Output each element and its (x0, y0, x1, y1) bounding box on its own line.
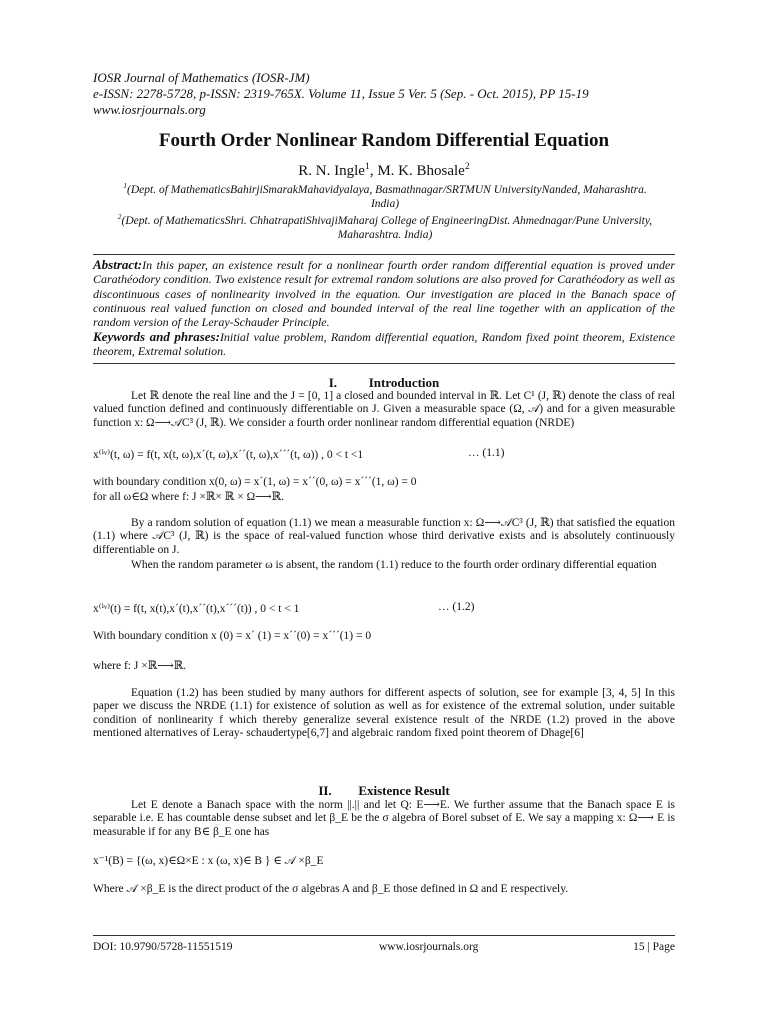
affiliation-2-text: (Dept. of MathematicsShri. ChhatrapatiShivajiMaharaj College of EngineeringDist. Ahmednagar/Pune University, Maharashtra. India) (121, 215, 653, 241)
abstract-top-rule (93, 254, 675, 255)
journal-site: www.iosrjournals.org (93, 102, 206, 117)
boundary-condition-1: with boundary condition x(0, ω) = x´(1, ω) = x´´(0, ω) = x´´´(1, ω) = 0 (93, 476, 417, 488)
measurability-equation: x⁻¹(B) = {(ω, x)∈Ω×E : x (ω, x)∈ B } ∈ 𝒜 ×β_E (93, 855, 324, 867)
journal-header (93, 70, 693, 118)
footer-site: www.iosrjournals.org (379, 941, 479, 953)
boundary-condition-2: With boundary condition x (0) = x´ (1) = x´´(0) = x´´´(1) = 0 (93, 630, 372, 642)
affiliation-1 (110, 183, 660, 211)
author-separator: , (369, 163, 378, 179)
abstract-label: Abstract: (93, 257, 143, 272)
equation-1-2-body: x⁽ⁱᵛ⁾(t) = f(t, x(t),x´(t),x´´(t),x´´´(t)) , 0 < t < 1 (93, 603, 300, 615)
section-1-title: Introduction (368, 375, 440, 390)
keywords-label: Keywords and phrases: (93, 329, 220, 344)
author-2: M. K. Bhosale (377, 163, 465, 179)
affiliation-1-sup: 1 (123, 181, 128, 191)
equation-1-2 (93, 601, 475, 615)
journal-name: IOSR Journal of Mathematics (IOSR-JM) (93, 70, 310, 85)
domain-statement-2: where f: J ×ℝ⟶ℝ. (93, 660, 187, 672)
equation-1-2-tag: … (1.2) (438, 601, 475, 613)
journal-issn: e-ISSN: 2278-5728, p-ISSN: 2319-765X. Volume 11, Issue 5 Ver. 5 (Sep. - Oct. 2015), PP 15-19 (93, 86, 589, 101)
affiliation-2-sup: 2 (117, 212, 122, 222)
equation-1-1-body: x⁽ⁱᵛ⁾(t, ω) = f(t, x(t, ω),x´(t, ω),x´´(t, ω),x´´´(t, ω)) , 0 < t <1 (93, 449, 364, 461)
existence-paragraph-1: Let E denote a Banach space with the norm ||.|| and let Q: E⟶E. We further assume that the Banach space E is separable i.e. E has countable dense subset and let β_E be the σ algebra of Borel subset of E. We say a mapping x: Ω⟶ E is measurable if for any B∈ β_E one has (93, 799, 675, 838)
abstract (93, 258, 675, 329)
section-heading-introduction (0, 375, 768, 391)
author-list (0, 163, 768, 180)
intro-paragraph-4: Equation (1.2) has been studied by many authors for different aspects of solution, see for example [3, 4, 5] In this paper we discuss the NRDE (1.1) for existence of solution as well as for existence of the extremal solution, under suitable condition of nonlinearity f which thereby generalize several existence result of the NRDE (1.2) proved in the above mentioned alternatives of Leray- schaudertype[6,7] and algebraic random fixed point theorem of Dhage[6] (93, 687, 675, 739)
footer-page-number: 15 | Page (633, 941, 675, 953)
footer-doi: DOI: 10.9790/5728-11551519 (93, 941, 233, 953)
intro-paragraph-1: Let ℝ denote the real line and the J = [0, 1] a closed and bounded interval in ℝ. Let C¹ (J, ℝ) denote the class of real valued function defined and continuously differentiable on J. Given a measurable space (Ω, 𝒜) and for a given measurable function x: Ω⟶𝒜C³ (J, ℝ). We consider a fourth order nonlinear random differential equation (NRDE) (93, 390, 675, 429)
existence-paragraph-2: Where 𝒜 ×β_E is the direct product of the σ algebras A and β_E those defined in Ω and E respectively. (93, 883, 569, 895)
equation-1-1-tag: … (1.1) (468, 447, 505, 459)
section-heading-existence-result (0, 783, 768, 799)
intro-paragraph-2: By a random solution of equation (1.1) we mean a measurable function x: Ω⟶𝒜C³ (J, ℝ) that satisfied the equation (1.1) where 𝒜C³ (J, ℝ) is the space of real-valued function whose third derivative exists and is absolutely continuously differentiable on J. (93, 517, 675, 556)
author-2-sup: 2 (464, 161, 470, 172)
abstract-bottom-rule (93, 363, 675, 364)
keywords-text: Initial value problem, Random differential equation, Random fixed point theorem, Existence theorem, Extremal solution. (93, 330, 675, 359)
keywords (93, 330, 675, 359)
affiliation-2 (110, 214, 660, 242)
paper-title: Fourth Order Nonlinear Random Differential Equation (158, 130, 610, 151)
section-1-number: I. (328, 375, 338, 390)
intro-paragraph-3: When the random parameter ω is absent, the random (1.1) reduce to the fourth order ordinary differential equation (131, 559, 657, 571)
section-2-number: II. (318, 783, 332, 798)
footer-rule (93, 935, 675, 936)
abstract-text: In this paper, an existence result for a nonlinear fourth order random differential equation is proved under Carathéodory condition. Two existence result for extremal random solutions are also proved for Carathéodory as well as discontinuous cases of nonlinearity involved in the equation. Our investigation are placed in the Banach space of continuous real valued function on closed and bounded interval of the real line together with an application of the random version of the Leray-Schauder Principle. (93, 258, 675, 330)
domain-statement-1: for all ω∈Ω where f: J ×ℝ× ℝ × Ω⟶ℝ. (93, 491, 285, 503)
author-1: R. N. Ingle (298, 163, 365, 179)
affiliation-1-text: (Dept. of MathematicsBahirjiSmarakMahavidyalaya, Basmathnagar/SRTMUN UniversityNanded, Maharashtra. India) (127, 184, 647, 210)
equation-1-1 (93, 447, 505, 461)
section-2-title: Existence Result (358, 783, 450, 798)
author-1-sup: 1 (364, 161, 370, 172)
